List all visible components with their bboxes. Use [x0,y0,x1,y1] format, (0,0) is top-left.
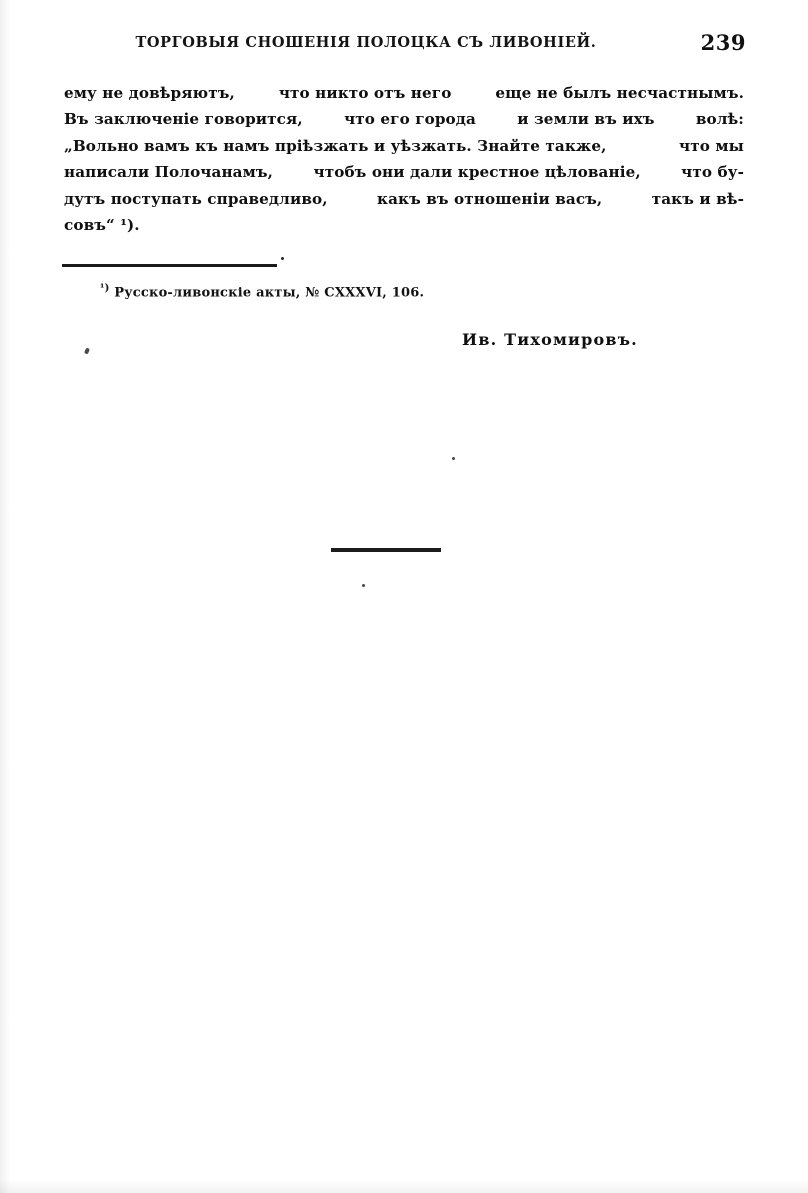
body-segment: чтобъ они дали крестное цѣлованіе, [313,163,641,182]
page-edge-shading-bottom [0,1179,808,1193]
body-segment: написали Полочанамъ, [64,163,274,182]
body-line [64,80,744,106]
body-segment: и земли въ ихъ [517,110,655,129]
body-segment: что мы [679,136,744,155]
stray-ink-mark [452,457,455,460]
footnote-text: Русско-ливонскіе акты, № CXXXVI, 106. [114,285,425,301]
body-segment: Въ заключеніе говорится, [64,110,303,129]
body-line [64,212,744,238]
body-line [64,106,744,132]
running-head-title: ТОРГОВЫЯ СНОШЕНІЯ ПОЛОЦКА СЪ ЛИВОНІЕЙ. [135,34,597,51]
body-segment: что никто отъ него [278,84,452,102]
body-text-block [64,80,744,238]
footnote [100,283,424,300]
body-segment: еще не былъ несчастнымъ. [495,84,744,102]
body-segment: такъ и вѣ- [651,189,744,208]
body-line [64,159,744,185]
page-edge-shading-left [0,0,10,1193]
body-segment: что его города [344,110,476,129]
body-segment: волѣ: [695,110,744,129]
page-number: 239 [700,30,746,55]
stray-ink-mark [362,584,365,587]
stray-ink-mark [84,347,90,354]
body-segment: „Вольно вамъ къ намъ пріѣзжать и уѣзжать. Знайте также, [64,136,607,155]
body-segment: какъ въ отношеніи васъ, [377,189,603,208]
body-segment: совъ“ ¹). [64,216,140,235]
body-line [64,133,744,159]
author-signature: Ив. Тихомировъ. [462,330,638,349]
footnote-separator-rule [62,264,277,267]
body-line [64,186,744,212]
section-ornament-rule [331,548,441,552]
body-segment: дутъ поступать справедливо, [64,189,328,208]
stray-ink-mark [281,257,284,260]
body-segment: что бу- [681,163,744,182]
body-segment: ему не довѣряютъ, [64,84,235,102]
footnote-marker: ¹) [100,283,110,294]
page-header [62,30,746,58]
